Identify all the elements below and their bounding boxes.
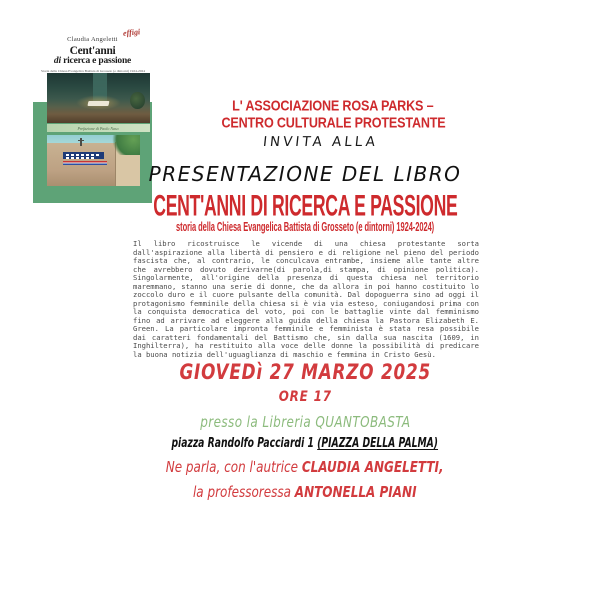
building-cross-icon <box>80 138 82 146</box>
invitation-text <box>170 134 470 150</box>
speaker-line-author <box>60 458 550 476</box>
event-time-text: ORE 17 <box>278 389 332 405</box>
speaker2-prefix-text: la professoressa <box>193 483 296 501</box>
pulpit-open-book-shape <box>88 101 110 106</box>
association-heading <box>188 97 478 131</box>
presentation-label: PRESENTAZIONE DEL LIBRO <box>148 162 462 186</box>
cover-author: Claudia Angeletti <box>67 36 118 43</box>
speaker-line-professor <box>60 483 550 501</box>
event-venue <box>60 413 550 431</box>
cover-title-line2 <box>35 56 150 66</box>
cover-title-line2-lead: di <box>53 56 64 66</box>
event-date-text: GIOVEDì 27 MARZO 2025 <box>179 360 431 384</box>
book-subtitle-heading <box>60 220 550 234</box>
cover-title: Cent'anni <box>69 45 116 57</box>
invitation-label: INVITA ALLA <box>261 134 379 150</box>
book-title-text: CENT'ANNI DI RICERCA E PASSIONE <box>152 189 458 222</box>
publisher-logo-icon: effigi <box>122 27 141 38</box>
speaker1-name-text: CLAUDIA ANGELETTI, <box>302 458 444 476</box>
venue-name-text: QUANTOBASTA <box>315 413 411 431</box>
cover-title-line2-rest: ricerca e passione <box>63 56 132 66</box>
tree-foliage-shape <box>110 135 140 155</box>
book-title-heading <box>60 190 550 222</box>
cover-preface-text: Prefazione di Paolo Naso <box>77 125 120 131</box>
plant-shape <box>130 92 144 109</box>
sign-text-line <box>66 157 95 159</box>
cover-subtitle: Storia della Chiesa Evangelica Battista di Grosseto (e dintorni) 1924-2024 <box>40 69 145 73</box>
association-name-line1: L' ASSOCIAZIONE ROSA PARKS – <box>232 96 434 114</box>
speaker2-name-text: ANTONELLA PIANI <box>295 483 417 501</box>
event-address <box>60 436 550 451</box>
address-prefix-text: piazza Randolfo Pacciardi 1 <box>171 436 318 451</box>
speaker1-prefix-text: Ne parla, con l'autrice <box>166 458 303 476</box>
church-interior-photo <box>47 73 150 123</box>
association-name-line2: CENTRO CULTURALE PROTESTANTE <box>220 113 446 131</box>
event-date <box>60 360 550 384</box>
event-time <box>60 389 550 405</box>
venue-prefix-text: presso la Libreria <box>199 413 315 431</box>
cover-preface-band <box>47 124 150 132</box>
book-subtitle-text: storia della Chiesa Evangelica Battista di Grosseto (e dintorni) 1924-2024) <box>175 220 435 234</box>
book-description: Il libro ricostruisce le vicende di una chiesa protestante sorta dall'aspirazione alla libertà di pensiero e di religione nel pieno del periodo fascista che, al contrario, le conculcava entrambe, insieme alle tante altre che avrebbero dovuto derivarne(di parola,di stampa, di opinione politica). Singolarmente, all'origine della presenza di questa chiesa nel territorio maremmano, stanno una serie di donne, che da allora in poi hanno costituito lo zoccolo duro e il cuore pulsante della comunità. Dal dopoguerra sino ad oggi il protagonismo femminile della chiesa si è via via esteso, coniugandosi prima con la conquista democratica del voto, poi con le battaglie vinte dal femminismo fino ad arrivare ad eleggere alla guida della chiesa la Pastora Elizabeth E. Green. La particolare impronta femminile e femminista è stata resa possibile dai caratteri fondamentali del Battismo che, sin dalla sua nascita (1609, in Inghilterra), ha restituito alla voce delle donne la possibilità di predicare la buona notizia dell'uguaglianza di maschio e femmina in Cristo Gesù. <box>133 239 479 359</box>
presentation-heading <box>60 162 550 186</box>
church-sign-shape <box>63 152 104 160</box>
address-highlight-text: (PIAZZA DELLA PALMA) <box>317 436 439 451</box>
